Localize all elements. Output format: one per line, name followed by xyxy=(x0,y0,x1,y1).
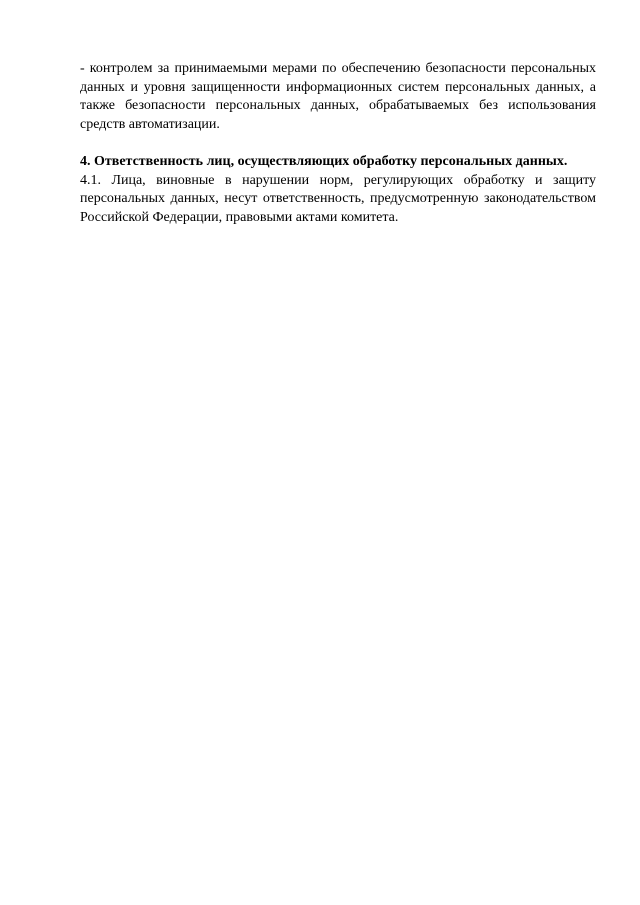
document-body xyxy=(80,60,596,227)
clause-4-1: 4.1. Лица, виновные в нарушении норм, регулирующих обработку и защиту персональных данных, несут ответственность, предусмотренную законодательством Российской Федерации, правовыми актами комитета. xyxy=(80,172,596,225)
paragraph-control-measures: - контролем за принимаемыми мерами по обеспечению безопасности персональных данных и уровня защищенности информационных систем персональных данных, а также безопасности персональных данных, обрабатываемых без использования средств автоматизации. xyxy=(80,61,596,132)
section-4-heading: 4. Ответственность лиц, осуществляющих обработку персональных данных. xyxy=(80,154,568,169)
